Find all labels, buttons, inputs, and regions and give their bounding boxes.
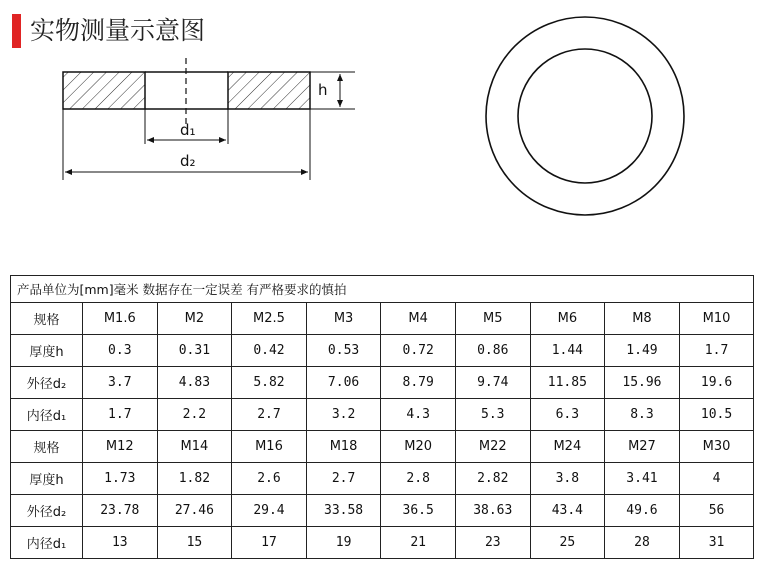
value-cell: 49.6 [605, 495, 680, 527]
spec-size-cell: M27 [605, 431, 680, 463]
value-cell: 0.3 [83, 335, 158, 367]
value-cell: 2.2 [157, 399, 232, 431]
value-cell: 15.96 [605, 367, 680, 399]
section-left-hatched [63, 72, 145, 109]
value-cell: 0.86 [455, 335, 530, 367]
value-cell: 23.78 [83, 495, 158, 527]
value-cell: 13 [83, 527, 158, 559]
spec-table [10, 275, 754, 559]
table-row [11, 367, 754, 399]
value-cell: 8.3 [605, 399, 680, 431]
value-cell: 11.85 [530, 367, 605, 399]
value-cell: 29.4 [232, 495, 307, 527]
label-h: h [318, 81, 328, 99]
value-cell: 3.2 [306, 399, 381, 431]
value-cell: 28 [605, 527, 680, 559]
dimension-h [310, 72, 355, 109]
value-cell: 8.79 [381, 367, 456, 399]
spec-size-cell: M30 [679, 431, 754, 463]
value-cell: 0.42 [232, 335, 307, 367]
value-cell: 1.82 [157, 463, 232, 495]
value-cell: 31 [679, 527, 754, 559]
value-cell: 2.6 [232, 463, 307, 495]
value-cell: 27.46 [157, 495, 232, 527]
spec-size-cell: M6 [530, 303, 605, 335]
row-label: 外径d₂ [11, 495, 83, 527]
table-row [11, 495, 754, 527]
section-right-hatched [228, 72, 310, 109]
spec-size-cell: M18 [306, 431, 381, 463]
value-cell: 25 [530, 527, 605, 559]
value-cell: 0.53 [306, 335, 381, 367]
outer-circle [486, 17, 684, 215]
value-cell: 0.72 [381, 335, 456, 367]
dimension-d1 [145, 109, 228, 144]
value-cell: 6.3 [530, 399, 605, 431]
row-label: 规格 [11, 431, 83, 463]
value-cell: 19 [306, 527, 381, 559]
spec-size-cell: M2 [157, 303, 232, 335]
page-title: 实物测量示意图 [30, 16, 206, 45]
value-cell: 1.49 [605, 335, 680, 367]
value-cell: 1.7 [679, 335, 754, 367]
value-cell: 3.41 [605, 463, 680, 495]
value-cell: 33.58 [306, 495, 381, 527]
value-cell: 17 [232, 527, 307, 559]
table-note-row [11, 276, 754, 303]
label-d1: d₁ [180, 121, 196, 139]
value-cell: 21 [381, 527, 456, 559]
row-label: 厚度h [11, 335, 83, 367]
value-cell: 1.7 [83, 399, 158, 431]
value-cell: 7.06 [306, 367, 381, 399]
value-cell: 3.7 [83, 367, 158, 399]
table-note: 产品单位为[mm]毫米 数据存在一定误差 有严格要求的慎拍 [11, 276, 754, 303]
value-cell: 2.82 [455, 463, 530, 495]
table-row [11, 527, 754, 559]
spec-size-cell: M16 [232, 431, 307, 463]
value-cell: 2.7 [232, 399, 307, 431]
value-cell: 10.5 [679, 399, 754, 431]
row-label: 内径d₁ [11, 527, 83, 559]
value-cell: 4.3 [381, 399, 456, 431]
label-d2: d₂ [180, 152, 196, 170]
spec-size-cell: M5 [455, 303, 530, 335]
value-cell: 23 [455, 527, 530, 559]
value-cell: 5.3 [455, 399, 530, 431]
washer-cross-section [63, 58, 310, 125]
row-label: 外径d₂ [11, 367, 83, 399]
value-cell: 3.8 [530, 463, 605, 495]
table-row [11, 399, 754, 431]
value-cell: 2.7 [306, 463, 381, 495]
spec-size-cell: M2.5 [232, 303, 307, 335]
value-cell: 36.5 [381, 495, 456, 527]
spec-size-cell: M4 [381, 303, 456, 335]
row-label: 规格 [11, 303, 83, 335]
value-cell: 4 [679, 463, 754, 495]
spec-size-cell: M20 [381, 431, 456, 463]
value-cell: 0.31 [157, 335, 232, 367]
washer-top-view [486, 17, 684, 215]
spec-size-cell: M10 [679, 303, 754, 335]
spec-size-cell: M3 [306, 303, 381, 335]
value-cell: 38.63 [455, 495, 530, 527]
value-cell: 2.8 [381, 463, 456, 495]
row-label: 内径d₁ [11, 399, 83, 431]
spec-size-cell: M24 [530, 431, 605, 463]
table-row [11, 335, 754, 367]
value-cell: 43.4 [530, 495, 605, 527]
value-cell: 56 [679, 495, 754, 527]
spec-size-cell: M8 [605, 303, 680, 335]
spec-size-cell: M14 [157, 431, 232, 463]
measurement-diagram [0, 0, 772, 270]
inner-circle [518, 49, 652, 183]
table-row [11, 431, 754, 463]
value-cell: 15 [157, 527, 232, 559]
table-row [11, 303, 754, 335]
spec-size-cell: M12 [83, 431, 158, 463]
value-cell: 4.83 [157, 367, 232, 399]
value-cell: 19.6 [679, 367, 754, 399]
row-label: 厚度h [11, 463, 83, 495]
spec-size-cell: M1.6 [83, 303, 158, 335]
value-cell: 5.82 [232, 367, 307, 399]
value-cell: 1.44 [530, 335, 605, 367]
value-cell: 1.73 [83, 463, 158, 495]
value-cell: 9.74 [455, 367, 530, 399]
table-row [11, 463, 754, 495]
spec-size-cell: M22 [455, 431, 530, 463]
